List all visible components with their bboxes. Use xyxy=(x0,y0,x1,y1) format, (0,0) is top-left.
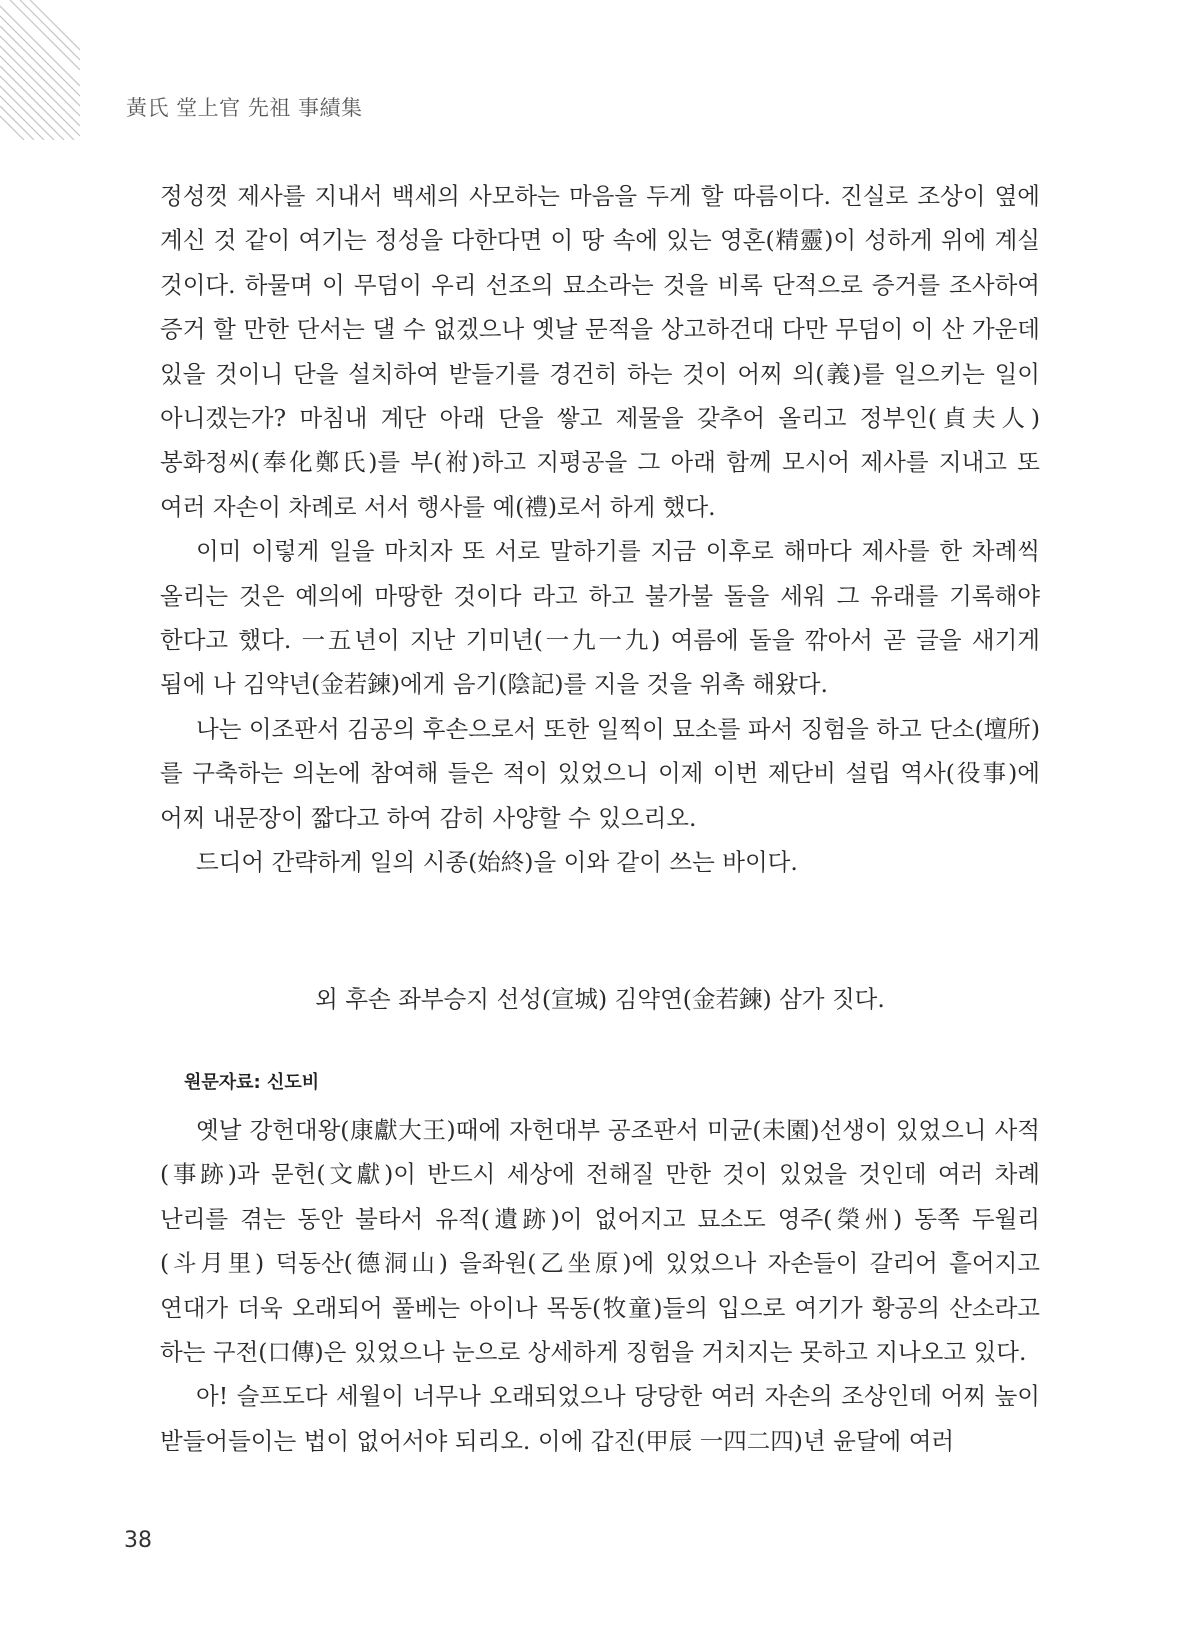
paragraph: 정성껏 제사를 지내서 백세의 사모하는 마음을 두게 할 따름이다. 진실로 조상이 옆에 계신 것 같이 여기는 정성을 다한다면 이 땅 속에 있는 영혼(精靈)이 성하게 위에 계실 것이다. 하물며 이 무덤이 우리 선조의 묘소라는 것을 비록 단적으로 증거를 조사하여 증거 할 만한 단서는 댈 수 없겠으나 옛날 문적을 상고하건대 다만 무덤이 이 산 가운데 있을 것이니 단을 설치하여 받들기를 경건히 하는 것이 어찌 의(義)를 일으키는 일이 아니겠는가? 마침내 계단 아래 단을 쌓고 제물을 갖추어 올리고 정부인(貞夫人) 봉화정씨(奉化鄭氏)를 부(祔)하고 지평공을 그 아래 함께 모시어 제사를 지내고 또 여러 자손이 차례로 서서 행사를 예(禮)로서 하게 했다. xyxy=(160,182,1040,521)
paragraph: 이미 이렇게 일을 마치자 또 서로 말하기를 지금 이후로 해마다 제사를 한 차례씩 올리는 것은 예의에 마땅한 것이다 라고 하고 불가불 돌을 세워 그 유래를 기록해야 한다고 했다. 一五년이 지난 기미년(一九一九) 여름에 돌을 깎아서 곧 글을 새기게 됨에 나 김약년(金若鍊)에게 음기(陰記)를 지을 것을 위촉 해왔다. xyxy=(160,537,1040,699)
page-number: 38 xyxy=(124,1528,152,1553)
section-heading: 원문자료: 신도비 xyxy=(184,1072,320,1093)
paragraph: 옛날 강헌대왕(康獻大王)때에 자헌대부 공조판서 미균(未園)선생이 있었으니 사적(事跡)과 문헌(文獻)이 반드시 세상에 전해질 만한 것이 있었을 것인데 여러 차례 난리를 겪는 동안 불타서 유적(遺跡)이 없어지고 묘소도 영주(榮州) 동쪽 두월리(斗月里) 덕동산(德洞山) 을좌원(乙坐原)에 있었으나 자손들이 갈리어 흩어지고 연대가 더욱 오래되어 풀베는 아이나 목동(牧童)들의 입으로 여기가 황공의 산소라고 하는 구전(口傳)은 있었으나 눈으로 상세하게 징험을 거치지는 못하고 지나오고 있다. xyxy=(160,1116,1040,1367)
corner-stripe-decoration xyxy=(0,0,80,140)
main-text-block xyxy=(160,174,1040,885)
source-text-block xyxy=(160,1108,1040,1463)
running-header-title: 黃氏 堂上官 先祖 事績集 xyxy=(126,96,363,120)
paragraph: 나는 이조판서 김공의 후손으로서 또한 일찍이 묘소를 파서 징험을 하고 단소(壇所)를 구축하는 의논에 참여해 들은 적이 있었으니 이제 이번 제단비 설립 역사(役事)에 어찌 내문장이 짧다고 하여 감히 사양할 수 있으리오. xyxy=(160,714,1040,832)
paragraph: 드디어 간략하게 일의 시종(始終)을 이와 같이 쓰는 바이다. xyxy=(196,848,798,877)
paragraph: 아! 슬프도다 세월이 너무나 오래되었으나 당당한 여러 자손의 조상인데 어찌 높이 받들어들이는 법이 없어서야 되리오. 이에 갑진(甲辰 一四二四)년 윤달에 여러 xyxy=(160,1382,1040,1455)
author-signature: 외 후손 좌부승지 선성(宣城) 김약연(金若鍊) 삼가 짓다. xyxy=(315,985,885,1013)
